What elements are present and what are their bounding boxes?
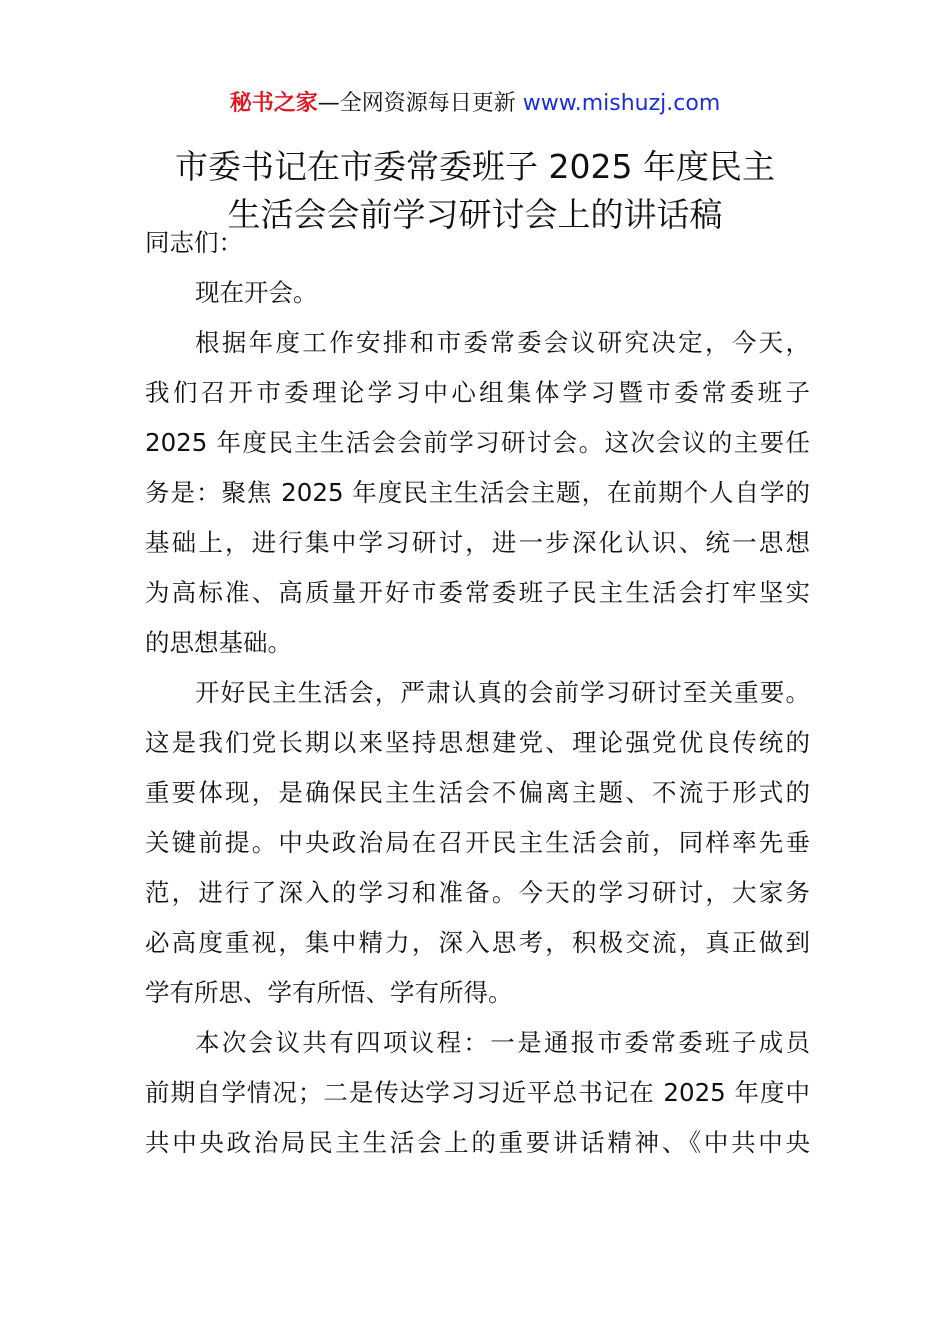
document-body (145, 218, 810, 1168)
text-line: 基础上，进行集中学习研讨，进一步深化认识、统一思想 (145, 528, 810, 557)
text-line: 的思想基础。 (145, 628, 292, 657)
paragraph-purpose (145, 318, 810, 668)
text-line: 为高标准、高质量开好市委常委班子民主生活会打牢坚实 (145, 578, 810, 607)
site-header (0, 88, 950, 120)
text-line: 现在开会。 (195, 278, 318, 307)
brand-name: 秘书之家 (229, 91, 318, 116)
site-url-link[interactable]: www.mishuzj.com (522, 91, 721, 116)
text-line: 范，进行了深入的学习和准备。今天的学习研讨，大家务 (145, 878, 810, 907)
paragraph-importance (145, 668, 810, 1018)
text-line: 务是：聚焦 2025 年度民主生活会主题，在前期个人自学的 (145, 478, 810, 507)
paragraph-opening (145, 268, 810, 318)
text-line: 学有所思、学有所悟、学有所得。 (145, 978, 513, 1007)
title-line-1: 市委书记在市委常委班子 2025 年度民主 (175, 147, 775, 186)
text-line: 前期自学情况；二是传达学习习近平总书记在 2025 年度中 (145, 1078, 810, 1107)
title-line-2: 生活会会前学习研讨会上的讲话稿 (227, 195, 723, 234)
text-line: 重要体现，是确保民主生活会不偏离主题、不流于形式的 (145, 778, 810, 807)
salutation: 同志们： (145, 228, 243, 257)
text-line: 本次会议共有四项议程：一是通报市委常委班子成员 (195, 1028, 810, 1057)
paragraph-agenda (145, 1018, 810, 1168)
text-line: 开好民主生活会，严肃认真的会前学习研讨至关重要。 (195, 678, 810, 707)
text-line: 根据年度工作安排和市委常委会议研究决定，今天， (195, 328, 810, 357)
text-line: 关键前提。中央政治局在召开民主生活会前，同样率先垂 (145, 828, 810, 857)
text-line: 共中央政治局民主生活会上的重要讲话精神、《中共中央 (145, 1128, 810, 1157)
text-line: 我们召开市委理论学习中心组集体学习暨市委常委班子 (145, 378, 810, 407)
header-tagline: —全网资源每日更新 (317, 91, 523, 116)
text-line: 这是我们党长期以来坚持思想建党、理论强党优良传统的 (145, 728, 810, 757)
text-line: 必高度重视，集中精力，深入思考，积极交流，真正做到 (145, 928, 810, 957)
text-line: 2025 年度民主生活会会前学习研讨会。这次会议的主要任 (145, 428, 810, 457)
